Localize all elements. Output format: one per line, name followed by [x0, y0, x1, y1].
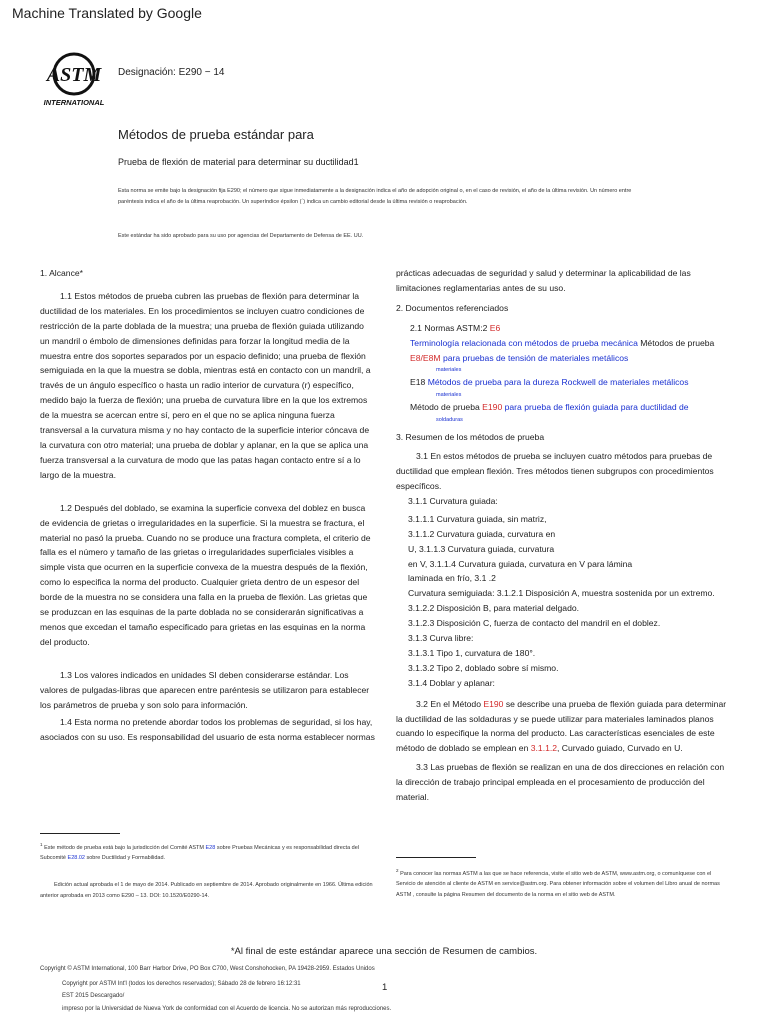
list-item: 3.1.3 Curva libre:: [408, 633, 474, 644]
left-column: [40, 266, 375, 745]
astm-standards-line: 2.1 Normas ASTM:2 E6: [410, 322, 501, 333]
list-item: U, 3.1.1.3 Curvatura guiada, curvatura: [408, 543, 555, 554]
list-item: 3.1.1.1 Curvatura guiada, sin matriz,: [408, 513, 547, 524]
paragraph-3-3: 3.3 Las pruebas de flexión se realizan en una de dos direcciones en relación con la dirección de trabajo principal empleada en el procesamiento de producción del material.: [396, 762, 725, 803]
list-item: 3.1.4 Doblar y aplanar:: [408, 677, 495, 688]
reference-e18: E18 Métodos de prueba para la dureza Rockwell de materiales metálicos materiales: [410, 377, 689, 399]
svg-text:ASTM: ASTM: [46, 64, 102, 86]
document-title: Métodos de prueba estándar para: [118, 127, 314, 142]
paragraph-1-1: 1.1 Estos métodos de prueba cubren las pruebas de flexión para determinar la ductilidad de los materiales. En los procedimientos se incluyen cuatro condiciones de restricción de la parte doblada de la muestra; una prueba de flexión guiada utilizando un mandril o émbolo de dimensiones definidas para forzar la longitud media de la muestra entre dos soportes separados por un espacio definido; una prueba de flexión semiguiada en la que la muestra se dobla, mientras está en contacto con un mandril, a través de un ángulo específico o hasta un radio interior de curvatura (r) específico, medido bajo la fuerza de flexión; una prueba de curvatura libre en la que los extremos de la muestra se acercan entre sí, pero en el que no se aplica ninguna fuerza transversal a la curvatura misma y no hay contacto de la superficie interior cóncava de la curvatura con otro material; una prueba de doblar y aplanar, en la que se aplica una fuerza transversal a la curvatura de modo que las patas hagan contacto entre sí a lo largo de la muestra.: [40, 290, 371, 480]
paragraph-3-2: 3.2 En el Método E190 se describe una prueba de flexión guiada para determinar la ductilidad de las soldaduras y se puede utilizar para materiales laminados planos cuando lo especifique la norma del producto. Las características esenciales de este método de doblado se emplean en 3.1.1.2, Curvado guiado, Curvado en U.: [396, 698, 727, 754]
paragraph-1-2: 1.2 Después del doblado, se examina la superficie convexa del doblez en busca de evidencia de grietas o irregularidades en la superficie. Si la muestra se fractura, el material no pasó la prueba. Cuando no se produce una fractura completa, el criterio de falla es el número y tamaño de las grietas o irregularidades superficiales visibles a simple vista que ocurren en la superficie convexa de la muestra después de la flexión, como lo especifica la norma del producto. Cualquier grieta dentro de un espesor del borde de la muestra no se considera una falla en la prueba de flexión. Las grietas que se produzcan en las esquinas de la parte doblada no se considerarán significativas a menos que excedan el tamaño especificado para grietas en las esquinas en la norma del producto.: [40, 502, 371, 647]
link-e8[interactable]: E8/E8M: [410, 352, 441, 363]
ref-e6-title[interactable]: Terminología relacionada con métodos de prueba mecánica: [410, 337, 638, 348]
footnote-2-mark: 2: [396, 868, 399, 873]
list-item: Curvatura semiguiada: 3.1.2.1 Disposición A, muestra sostenida por un extremo.: [408, 588, 715, 599]
summary-of-changes-note: *Al final de este estándar aparece una sección de Resumen de cambios.: [230, 946, 538, 957]
ref-e8-title[interactable]: para pruebas de tensión de materiales metálicos: [442, 352, 629, 363]
issuance-notice: Esta norma se emite bajo la designación fija E290; el número que sigue inmediatamente a la designación indica el año de adopción original o, en el caso de revisión, el año de la última revisión. Un número entre paréntesis indica el año de la última reaprobación. Un superíndice épsilon (´) indica un cambio editorial desde la última revisión o reaprobación.: [118, 188, 632, 205]
link-e28[interactable]: E28: [205, 844, 216, 851]
astm-logo: [40, 50, 112, 108]
right-column: [396, 266, 731, 805]
license-line-2: EST 2015 Descargado/: [62, 993, 125, 999]
continued-paragraph: prácticas adecuadas de seguridad y salud y determinar la aplicabilidad de las limitaciones reglamentarias antes de su uso.: [396, 268, 691, 293]
link-e6[interactable]: E6: [489, 322, 501, 333]
license-line-1: Copyright por ASTM Int'l (todos los derechos reservados); Sábado 28 de febrero 16:12:31: [62, 981, 301, 987]
link-3-1-1-2[interactable]: 3.1.1.2: [530, 743, 558, 754]
list-item: 3.1.1 Curvatura guiada:: [408, 495, 498, 506]
list-item: 3.1.3.2 Tipo 2, doblado sobre sí mismo.: [408, 662, 559, 673]
method-list: [396, 494, 731, 691]
list-item: en V, 3.1.1.4 Curvatura guiada, curvatura en V para lámina: [408, 558, 633, 569]
ref-e18-title[interactable]: Métodos de prueba para la dureza Rockwell de materiales metálicos: [427, 377, 689, 388]
list-item: 3.1.2.3 Disposición C, fuerza de contacto del mandril en el doblez.: [408, 618, 661, 629]
page-number: 1: [382, 982, 388, 993]
reference-e8: Terminología relacionada con métodos de prueba mecánica Métodos de prueba E8/E8M para pruebas de tensión de materiales metálicos materiales: [410, 337, 715, 374]
document-subtitle: Prueba de flexión de material para determinar su ductilidad1: [118, 157, 359, 167]
list-item: 3.1.3.1 Tipo 1, curvatura de 180°.: [408, 647, 536, 658]
list-item: 3.1.1.2 Curvatura guiada, curvatura en: [408, 528, 556, 539]
list-item: 3.1.2.2 Disposición B, para material delgado.: [408, 603, 580, 614]
link-e190-method[interactable]: E190: [483, 698, 504, 709]
list-item: laminada en frío, 3.1 .2: [408, 573, 496, 584]
footnote-rule-right: [396, 857, 476, 858]
paragraph-1-4: 1.4 Esta norma no pretende abordar todos los problemas de seguridad, si los hay, asociados con su uso. Es responsabilidad del usuario de esta norma establecer normas: [40, 717, 375, 743]
footnote-rule-left: [40, 833, 120, 834]
approval-note: Este estándar ha sido aprobado para su uso por agencias del Departamento de Defensa de EE. UU.: [118, 233, 364, 239]
ref-e190-title[interactable]: para prueba de flexión guiada para ductilidad de: [504, 402, 689, 413]
section-2-heading: 2. Documentos referenciados: [396, 302, 509, 313]
paragraph-3-1: 3.1 En estos métodos de prueba se incluyen cuatro métodos para pruebas de ductilidad que emplean flexión. Tres métodos tienen subgrupos con procedimientos específicos.: [396, 451, 714, 491]
svg-text:INTERNATIONAL: INTERNATIONAL: [43, 98, 105, 107]
designation: Designación: E290 − 14: [118, 67, 225, 78]
section-1-heading: 1. Alcance*: [40, 268, 83, 278]
link-e28-02[interactable]: E28.02: [67, 855, 85, 862]
footnote-1: $^1$ Este método de prueba está bajo la jurisdicción del Comité ASTM E28 sobre Pruebas Mecánicas y es responsabilidad directa del Subcomité E28.02 sobre Ductilidad y Formabilidad.: [40, 842, 359, 862]
license-line-3: impreso por la Universidad de Nueva York de conformidad con el Acuerdo de licencia. No se autorizan más reproducciones.: [62, 1006, 392, 1012]
section-3-heading: 3. Resumen de los métodos de prueba: [396, 432, 545, 443]
footnote-2: $^2$ Para conocer las normas ASTM a las que se hace referencia, visite el sitio web de ASTM, www.astm.org, o comuníquese con el Servicio de atención al cliente de ASTM en service@astm.org. Para obtener información sobre el volumen del Libro anual de normas ASTM , consulte la página Resumen del documento de la norma en el sitio web de ASTM.: [396, 868, 720, 898]
reference-e190: Método de prueba E190 para prueba de flexión guiada para ductilidad de soldaduras: [410, 402, 689, 424]
translation-banner: Machine Translated by Google: [12, 5, 202, 21]
paragraph-1-3: 1.3 Los valores indicados en unidades SI deben considerarse estándar. Los valores de pulgadas-libras que aparecen entre paréntesis se utilizaron para establecer los parámetros de prueba y son solo para información.: [40, 669, 370, 710]
edition-note: Edición actual aprobada el 1 de mayo de 2014. Publicado en septiembre de 2014. Aprobado originalmente en 1966. Última edición anterior aprobada en 2013 como E290 – 13. DOI: 10.1520/E0290-14.: [40, 882, 373, 899]
link-e190[interactable]: E190: [482, 402, 503, 413]
copyright: Copyright © ASTM International, 100 Barr Harbor Drive, PO Box C700, West Conshohocken, PA 19428-2959. Estados Unidos: [40, 966, 375, 972]
footnote-1-mark: 1: [40, 842, 43, 847]
